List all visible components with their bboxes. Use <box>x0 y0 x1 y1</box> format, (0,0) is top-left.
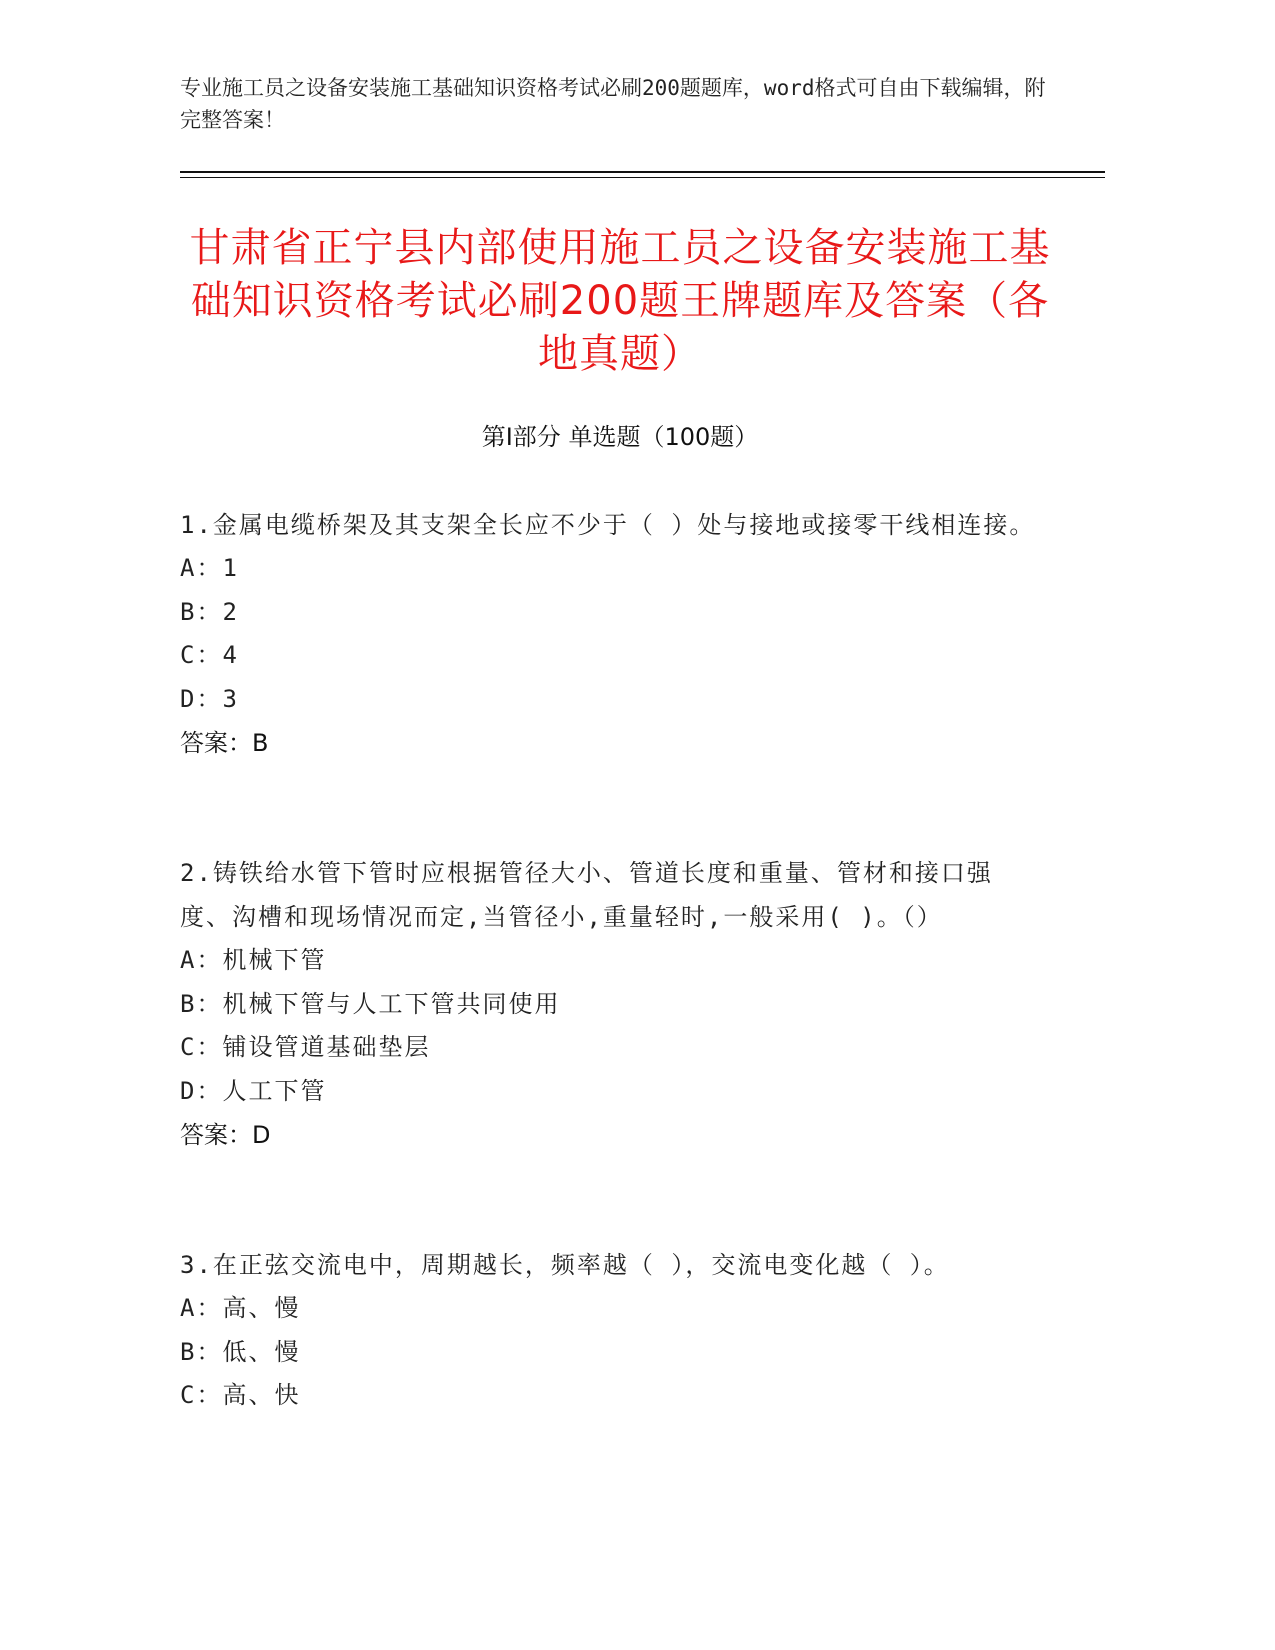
option-a: A：机械下管 <box>180 946 327 974</box>
document-title: 甘肃省正宁县内部使用施工员之设备安装施工基础知识资格考试必刷200题王牌题库及答案（各地真题） <box>189 225 1051 377</box>
answer: 答案：B <box>180 729 269 757</box>
option-b: B：机械下管与人工下管共同使用 <box>180 989 561 1018</box>
header-divider-thin <box>180 177 1105 178</box>
section-heading: 第Ⅰ部分 单选题（100题） <box>481 423 759 451</box>
option-a: A：1 <box>180 554 239 582</box>
header-divider-thick <box>180 171 1105 173</box>
question-stem: 2.铸铁给水管下管时应根据管径大小、管道长度和重量、管材和接口强度、沟槽和现场情况而定,当管径小,重量轻时,一般采用( )。（） <box>180 859 993 931</box>
question-stem: 1.金属电缆桥架及其支架全长应不少于（ ）处与接地或接零干线相连接。 <box>180 511 1036 539</box>
question-3 <box>180 1243 1040 1418</box>
option-d: D：人工下管 <box>180 1076 327 1105</box>
option-c: C：高、快 <box>180 1381 301 1409</box>
option-d: D：3 <box>180 684 239 713</box>
option-c: C：铺设管道基础垫层 <box>180 1033 431 1061</box>
option-a: A：高、慢 <box>180 1294 301 1322</box>
option-c: C：4 <box>180 641 239 669</box>
header-note: 专业施工员之设备安装施工基础知识资格考试必刷200题题库，word格式可自由下载编辑，附完整答案！ <box>180 76 1046 132</box>
option-b: B：低、慢 <box>180 1337 301 1366</box>
option-b: B：2 <box>180 597 239 626</box>
question-stem: 3.在正弦交流电中，周期越长，频率越（ ），交流电变化越（ ）。 <box>180 1251 950 1279</box>
question-2 <box>180 851 1040 1157</box>
question-1 <box>180 503 1040 765</box>
answer: 答案：D <box>180 1121 271 1149</box>
